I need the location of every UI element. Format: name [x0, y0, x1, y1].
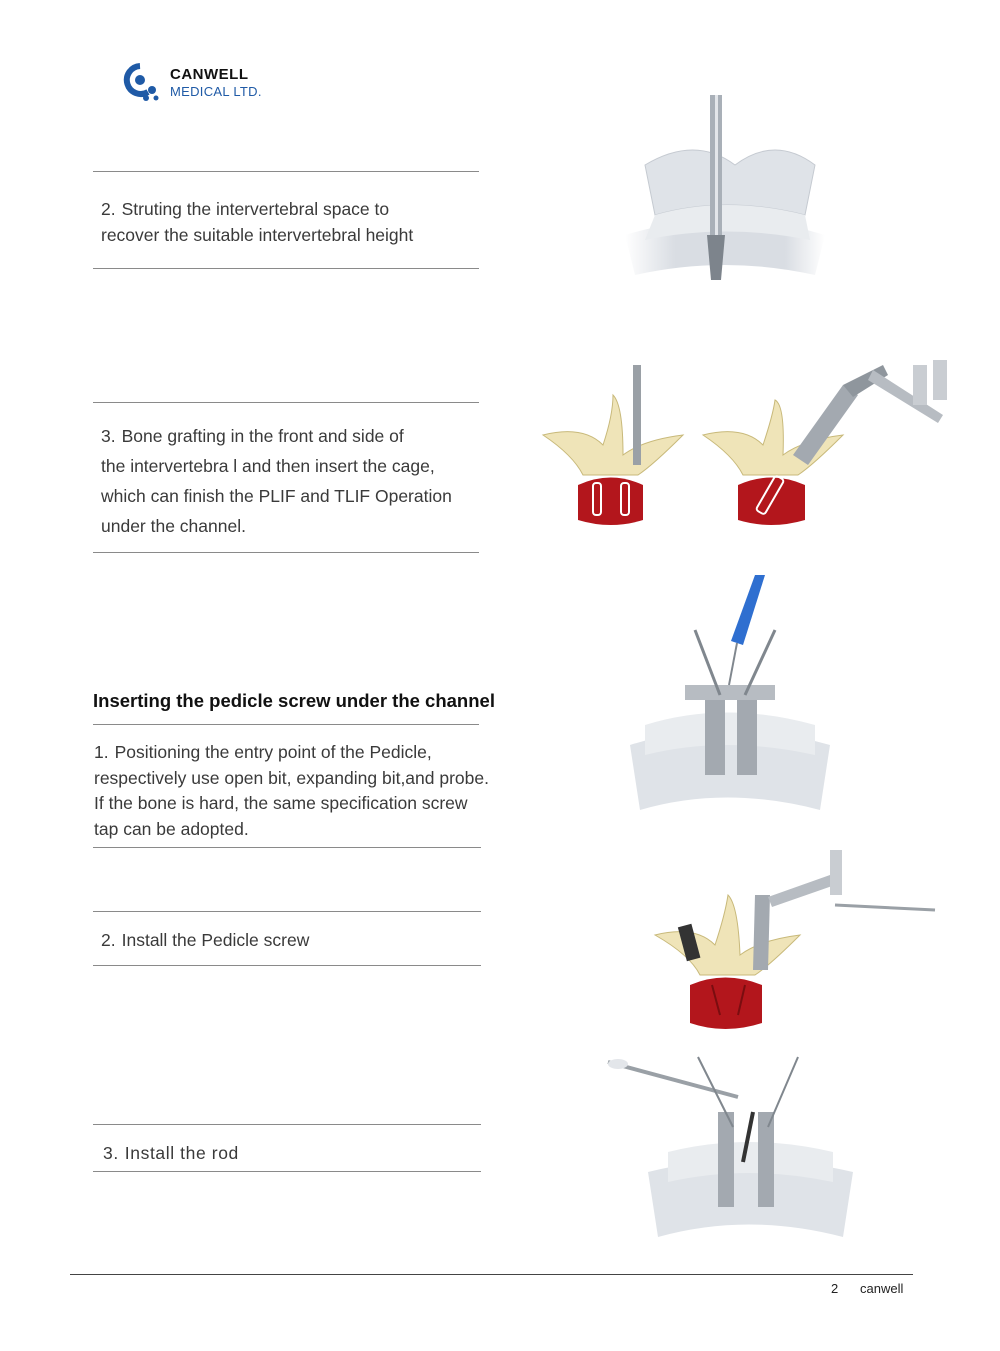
divider: [93, 171, 479, 172]
step-line: respectively use open bit, expanding bit,and probe.: [94, 767, 489, 788]
divider: [93, 847, 481, 848]
step-line: If the bone is hard, the same specification screw: [94, 793, 468, 813]
step-struting: [101, 196, 481, 248]
step-line: under the channel.: [101, 516, 246, 536]
step-install-screw: [101, 927, 309, 953]
divider: [93, 1124, 481, 1125]
divider: [93, 402, 479, 403]
divider: [93, 911, 481, 912]
illustration-cage-insertion: [543, 345, 973, 525]
step-number: 2.: [101, 930, 116, 950]
divider: [93, 965, 481, 966]
logo-subtitle: MEDICAL LTD.: [170, 84, 262, 99]
step-line: Struting the intervertebral space to: [121, 199, 390, 219]
step-line: Install the rod: [124, 1143, 239, 1163]
divider: [93, 552, 479, 553]
canwell-logo-icon: [118, 60, 162, 104]
step-number: 2.: [101, 199, 116, 219]
divider: [93, 268, 479, 269]
step-install-rod: [103, 1140, 239, 1166]
step-number: 3.: [103, 1143, 119, 1163]
logo-name: CANWELL: [170, 66, 249, 83]
illustration-pedicle-screw: [650, 845, 950, 1035]
step-line: the intervertebra l and then insert the cage,: [101, 456, 435, 476]
step-line: tap can be adopted.: [94, 818, 249, 839]
step-line: Bone grafting in the front and side of: [121, 426, 404, 446]
step-line: Install the Pedicle screw: [121, 930, 310, 950]
illustration-distractor: [615, 95, 835, 285]
step-line: which can finish the PLIF and TLIF Operation: [101, 486, 452, 506]
step-positioning: [94, 740, 514, 842]
divider: [93, 1171, 481, 1172]
step-line: recover the suitable intervertebral height: [101, 225, 414, 245]
section-heading: Inserting the pedicle screw under the channel: [93, 690, 495, 711]
illustration-rod-install: [608, 1052, 858, 1242]
page-number: 2: [831, 1281, 839, 1296]
step-number: 3.: [101, 426, 116, 446]
divider: [93, 724, 479, 725]
illustration-probe-positioning: [625, 575, 835, 815]
step-number: 1.: [94, 742, 109, 762]
footer-divider: [70, 1274, 913, 1275]
step-line: Positioning the entry point of the Pedicle,: [114, 742, 432, 762]
logo: [118, 60, 278, 106]
footer-brand: canwell: [860, 1281, 904, 1296]
step-bone-grafting: [101, 421, 491, 541]
